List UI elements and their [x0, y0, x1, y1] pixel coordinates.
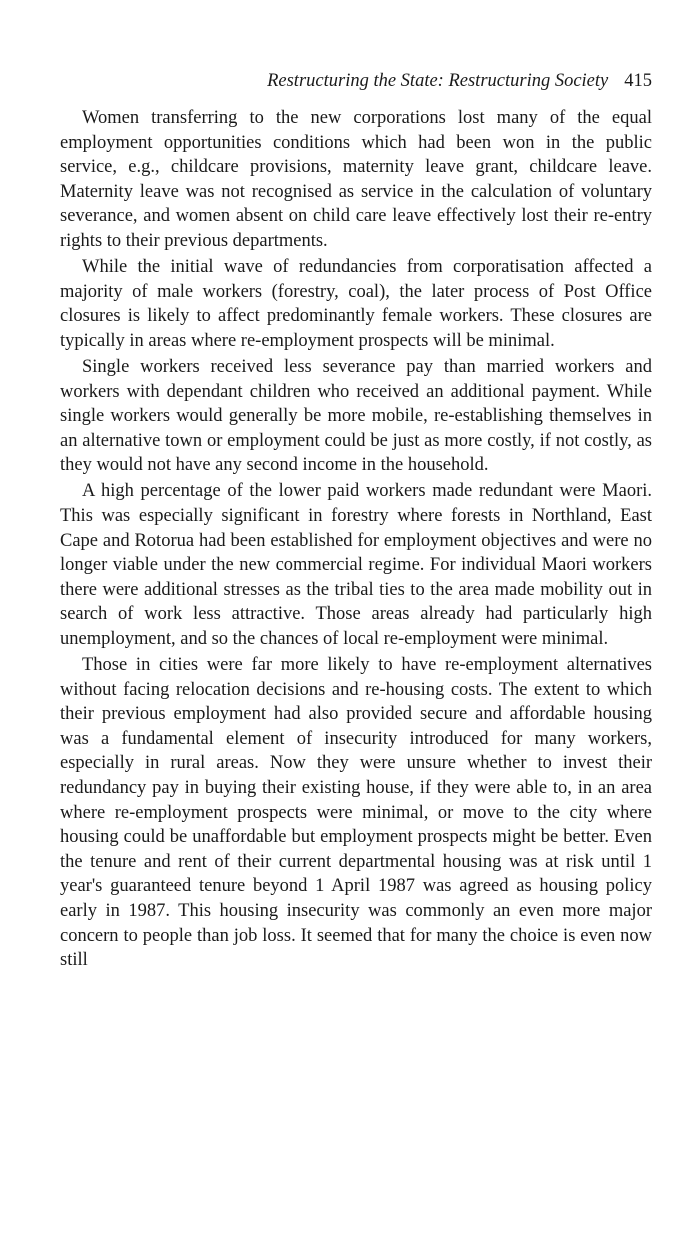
paragraph-single-workers: Single workers received less severance pay than married workers and workers with dependant children who received an additional payment. While single workers would generally be more mobile, re-establishing themselves in an alternative town or employment could be just as more costly, if not costly, as they would not have any second income in the household.	[60, 356, 652, 476]
book-page	[60, 68, 652, 974]
paragraph-redundancies: While the initial wave of redundancies from corporatisation affected a majority of male workers (forestry, coal), the later process of Post Office closures is likely to affect predominantly female workers. These closures are typically in areas where re-employment prospects will be minimal.	[60, 257, 652, 351]
paragraph-housing: Those in cities were far more likely to have re-employment alternatives without facing relocation decisions and re-housing costs. The extent to which their previous employment had also provided secure and affordable housing was a fundamental element of insecurity introduced for many workers, especially in rural areas. Now they were unsure whether to invest their redundancy pay in buying their existing house, if they were able to, in an area where re-employment prospects were minimal, or move to the city where housing could be unaffordable but employment prospects might be better. Even the tenure and rent of their current departmental housing was at risk until 1 year's guaranteed tenure beyond 1 April 1987 was agreed as housing policy early in 1987. This housing insecurity was commonly an even more major concern to people than job loss. It seemed that for many the choice is even now still	[60, 655, 652, 971]
body-text	[60, 106, 652, 973]
page-number: 415	[624, 71, 652, 91]
running-head	[60, 68, 652, 94]
paragraph-maori-workers: A high percentage of the lower paid workers made redundant were Maori. This was especially significant in forestry where forests in Northland, East Cape and Rotorua had been established for employment objectives and were no longer viable under the new commercial regime. For individual Maori workers there were additional stresses as the tribal ties to the area made mobility out in search of work less attractive. Those areas already had particularly high unemployment, and so the chances of local re-employment were minimal.	[60, 481, 652, 649]
running-title: Restructuring the State: Restructuring Society	[267, 71, 609, 91]
paragraph-equal-employment: Women transferring to the new corporations lost many of the equal employment opportunities conditions which had been won in the public service, e.g., childcare provisions, maternity leave grant, childcare leave. Maternity leave was not recognised as service in the calculation of voluntary severance, and women absent on child care leave effectively lost their re-entry rights to their previous departments.	[60, 108, 652, 251]
